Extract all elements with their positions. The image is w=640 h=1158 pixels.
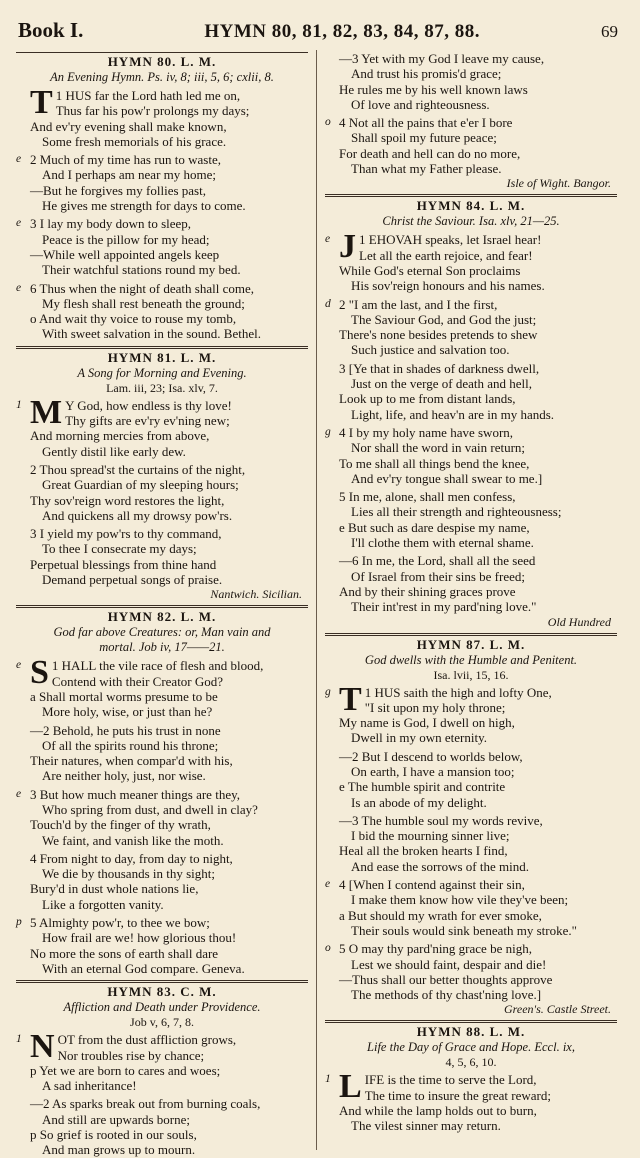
verse-line: Let all the earth rejoice, and fear! xyxy=(359,247,533,263)
verse xyxy=(325,297,617,358)
verse-body xyxy=(30,1096,308,1157)
verse-line: My flesh shall rest beneath the ground; xyxy=(42,295,245,311)
verse-line: And still are upwards borne; xyxy=(42,1111,191,1127)
verse-line: He gives me strength for days to come. xyxy=(42,198,246,214)
dynamic-mark xyxy=(16,851,30,912)
dynamic-mark: d xyxy=(325,297,331,310)
drop-cap: J xyxy=(339,228,356,266)
verse-body xyxy=(339,228,617,294)
verse-body xyxy=(30,1028,308,1094)
verse xyxy=(16,1096,308,1157)
verse-body xyxy=(30,723,308,784)
hymn-subtitle: mortal. Job iv, 17——21. xyxy=(99,640,225,655)
right-column xyxy=(325,48,617,1134)
drop-cap: S xyxy=(30,654,49,692)
verse-line: I'll clothe them with eternal shame. xyxy=(351,535,534,551)
verse-line: Of love and righteousness. xyxy=(351,96,490,112)
verse-line: a Shall mortal worms presume to be xyxy=(30,688,218,704)
dynamic-mark: e xyxy=(16,153,22,166)
verse-line: Who spring from dust, and dwell in clay? xyxy=(42,801,258,817)
scripture-reference: Lam. iii, 23; Isa. xlv, 7. xyxy=(106,380,218,395)
verse-line: Is an abode of my delight. xyxy=(351,794,487,810)
verse xyxy=(325,749,617,810)
verse-body xyxy=(30,787,308,848)
verse-line: Perpetual blessings from thine hand xyxy=(30,556,217,572)
dynamic-mark xyxy=(325,749,339,810)
dynamic-mark xyxy=(16,1096,30,1157)
verse-body xyxy=(339,813,617,874)
verse-line: My name is God, I dwell on high, xyxy=(339,715,515,731)
verse-line: And I perhaps am near my home; xyxy=(42,167,217,183)
verse-line: Such justice and salvation too. xyxy=(351,342,510,358)
verse-line: How frail are we! how glorious thou! xyxy=(42,930,237,946)
verse xyxy=(16,1028,308,1094)
verse xyxy=(325,51,617,112)
verse-body xyxy=(339,749,617,810)
verse-body xyxy=(339,361,617,422)
hymn-separator xyxy=(16,980,308,983)
verse-line: Like a forgotten vanity. xyxy=(42,896,164,912)
verse-line: Thus far his pow'r prolongs my days; xyxy=(55,103,250,119)
verse-line: Their natures, when compar'd with his, xyxy=(30,753,233,769)
verse-body xyxy=(339,425,617,486)
verse-line: I bid the mourning sinner live; xyxy=(351,828,510,844)
verse-line: And ev'ry evening shall make known, xyxy=(30,118,227,134)
verse-line: p Yet we are born to cares and woes; xyxy=(30,1062,221,1078)
drop-cap: T xyxy=(30,84,53,121)
hymn-subtitle: God dwells with the Humble and Penitent. xyxy=(364,652,578,667)
verse xyxy=(325,1068,617,1134)
verse xyxy=(325,941,617,1002)
hymn-title: HYMN 88. L. M. xyxy=(416,1024,526,1040)
verse-line: 3 I lay my body down to sleep, xyxy=(30,216,192,232)
verse-body xyxy=(339,680,617,746)
verse-line: Y God, how endless is thy love! xyxy=(65,397,232,413)
left-column xyxy=(16,48,308,1158)
hymn-separator xyxy=(16,52,308,53)
verse-line: OT from the dust affliction grows, xyxy=(57,1032,237,1048)
dynamic-mark xyxy=(325,489,339,550)
verse-line: 3 I yield my pow'rs to thy command, xyxy=(30,526,222,542)
book-label: Book I. xyxy=(18,18,84,42)
verse-line: 1 HUS saith the high and lofty One, xyxy=(364,684,552,700)
verse-line: Heal all the broken hearts I find, xyxy=(339,843,508,859)
verse-line: —2 But I descend to worlds below, xyxy=(339,748,523,764)
verse-body xyxy=(30,84,308,149)
hymn-title: HYMN 80. L. M. xyxy=(107,54,217,69)
hymn-subtitle: Christ the Saviour. Isa. xlv, 21—25. xyxy=(382,214,560,229)
verse-line: Look up to me from distant lands, xyxy=(339,391,516,407)
dynamic-mark: g xyxy=(325,685,331,698)
verse xyxy=(16,723,308,784)
verse xyxy=(16,216,308,277)
verse-line: He rules me by his well known laws xyxy=(339,81,528,97)
hymn-separator xyxy=(16,346,308,349)
dynamic-mark: o xyxy=(325,116,331,129)
scripture-reference: 4, 5, 6, 10. xyxy=(445,1055,497,1070)
verse-line: Their watchful stations round my bed. xyxy=(42,262,241,278)
verse xyxy=(16,915,308,976)
verse-line: 2 Thou spread'st the curtains of the night, xyxy=(30,461,246,477)
dynamic-mark: 1 xyxy=(16,1033,22,1046)
verse-line: 5 Almighty pow'r, to thee we bow; xyxy=(30,915,210,931)
verse-line: Shall spoil my future peace; xyxy=(351,130,497,146)
hymn-title: HYMN 87. L. M. xyxy=(416,636,526,652)
running-header xyxy=(18,18,618,46)
verse-line: We die by thousands in thy sight; xyxy=(42,866,215,882)
verse xyxy=(325,813,617,874)
verse-line: 4 Not all the pains that e'er I bore xyxy=(339,115,513,131)
verse xyxy=(325,553,617,614)
verse-line: We faint, and vanish like the moth. xyxy=(42,832,224,848)
verse-body xyxy=(339,297,617,358)
verse-line: The methods of thy chast'ning love.] xyxy=(351,987,542,1003)
verse xyxy=(16,462,308,523)
verse-line: His sov'reign honours and his names. xyxy=(351,278,545,294)
verse-line: —3 Yet with my God I leave my cause, xyxy=(339,51,545,66)
dynamic-mark xyxy=(16,88,30,149)
verse-line: The vilest sinner may return. xyxy=(351,1118,501,1134)
verse-line: And quickens all my drowsy pow'rs. xyxy=(42,507,233,523)
verse-line: —6 In me, the Lord, shall all the seed xyxy=(339,553,536,569)
verse xyxy=(16,787,308,848)
verse-line: a But should my wrath for ever smoke, xyxy=(339,907,542,923)
dynamic-mark: e xyxy=(325,233,331,246)
verse-line: Their int'rest in my pard'ning love." xyxy=(351,599,537,615)
verse-line: And ease the sorrows of the mind. xyxy=(351,858,529,874)
hymn-separator xyxy=(16,605,308,608)
verse-line: —Thus shall our better thoughts approve xyxy=(339,971,553,987)
verse-body xyxy=(30,152,308,213)
hymn-subtitle: Affliction and Death under Providence. xyxy=(63,1000,261,1015)
dynamic-mark: o xyxy=(325,942,331,955)
verse-line: Some fresh memorials of his grace. xyxy=(42,133,227,149)
verse-line: —But he forgives my follies past, xyxy=(30,182,206,198)
verse-line: Lies all their strength and righteousness; xyxy=(351,504,562,520)
verse-line: o And wait thy voice to rouse my tomb, xyxy=(30,311,237,327)
verse xyxy=(325,228,617,294)
verse-line: 4 From night to day, from day to night, xyxy=(30,850,233,866)
verse-body xyxy=(30,281,308,342)
verse-body xyxy=(339,941,617,1002)
verse-line: IFE is the time to serve the Lord, xyxy=(364,1072,537,1088)
dynamic-mark xyxy=(16,526,30,587)
dynamic-mark: g xyxy=(325,425,331,438)
hymn-separator xyxy=(325,633,617,636)
drop-cap: L xyxy=(339,1068,362,1106)
dynamic-mark xyxy=(325,813,339,874)
verse-line: Their souls would sink beneath my stroke." xyxy=(351,922,577,938)
verse-line: 6 Thus when the night of death shall come, xyxy=(30,280,254,296)
verse-line: Gently distil like early dew. xyxy=(42,443,186,459)
verse-body xyxy=(30,526,308,587)
verse-line: 5 In me, alone, shall men confess, xyxy=(339,489,516,505)
verse-line: Are neither holy, just, nor wise. xyxy=(42,768,206,784)
verse xyxy=(16,393,308,459)
verse-line: Nor troubles rise by chance; xyxy=(57,1047,205,1063)
verse xyxy=(325,877,617,938)
scripture-reference: Job v, 6, 7, 8. xyxy=(130,1015,194,1030)
dynamic-mark xyxy=(325,361,339,422)
tune-name: Old Hundred xyxy=(547,614,611,629)
verse-line: To thee I consecrate my days; xyxy=(42,541,197,557)
verse-body xyxy=(339,877,617,938)
verse-line: And trust his promis'd grace; xyxy=(351,66,502,82)
verse-line: Than what my Father please. xyxy=(351,161,502,177)
page-number: 69 xyxy=(600,22,618,41)
verse-line: And man grows up to mourn. xyxy=(42,1142,196,1158)
hymn-subtitle: God far above Creatures: or, Man vain and xyxy=(53,625,271,640)
verse-line: —2 Behold, he puts his trust in none xyxy=(30,722,221,738)
dynamic-mark: e xyxy=(16,217,22,230)
verse-line: 3 [Ye that in shades of darkness dwell, xyxy=(339,360,540,376)
verse xyxy=(16,152,308,213)
verse-body xyxy=(30,915,308,976)
verse-body xyxy=(30,216,308,277)
tune-name: Isle of Wight. Bangor. xyxy=(506,176,611,191)
verse-line: —While well appointed angels keep xyxy=(30,246,220,262)
verse-line: Just on the verge of death and hell, xyxy=(351,376,532,392)
verse-body xyxy=(339,1068,617,1134)
verse-line: Demand perpetual songs of praise. xyxy=(42,572,223,588)
drop-cap: N xyxy=(30,1028,55,1066)
tune-name: Nantwich. Sicilian. xyxy=(210,587,302,602)
verse-line: On earth, I have a mansion too; xyxy=(351,763,515,779)
dynamic-mark xyxy=(16,723,30,784)
dynamic-mark: e xyxy=(16,659,22,672)
hymn-subtitle: An Evening Hymn. Ps. iv, 8; iii, 5, 6; cxlii, 8. xyxy=(50,70,274,84)
verse-line: And morning mercies from above, xyxy=(30,428,210,444)
verse xyxy=(325,361,617,422)
verse-body xyxy=(30,393,308,459)
verse-line: 5 O may thy pard'ning grace be nigh, xyxy=(339,941,532,957)
verse xyxy=(325,680,617,746)
verse-line: Of Israel from their sins be freed; xyxy=(351,568,525,584)
verse-body xyxy=(339,489,617,550)
verse-line: More holy, wise, or just than he? xyxy=(42,704,213,720)
verse-line: There's none besides pretends to shew xyxy=(339,327,538,343)
verse-line: Great Guardian of my sleeping hours; xyxy=(42,477,239,493)
verse-line: No more the sons of earth shall dare xyxy=(30,945,219,961)
verse-line: And while the lamp holds out to burn, xyxy=(339,1103,537,1119)
verse-line: Bury'd in dust whole nations lie, xyxy=(30,881,199,897)
verse-body xyxy=(30,851,308,912)
verse-line: The Saviour God, and God the just; xyxy=(351,311,537,327)
verse-line: 2 "I am the last, and I the first, xyxy=(339,296,498,312)
verse-line: e But such as dare despise my name, xyxy=(339,519,530,535)
verse-line: Nor shall the word in vain return; xyxy=(351,440,526,456)
verse-body xyxy=(339,115,617,176)
verse-line: 4 I by my holy name have sworn, xyxy=(339,424,514,440)
hymn-title: HYMN 82. L. M. xyxy=(107,609,217,625)
verse-line: Thy sov'reign word restores the light, xyxy=(30,492,225,508)
verse-line: —3 The humble soul my words revive, xyxy=(339,812,543,828)
verse-line: Contend with their Creator God? xyxy=(51,673,224,689)
verse-line: To me shall all things bend the knee, xyxy=(339,455,530,471)
verse-line: For death and hell can do no more, xyxy=(339,145,521,161)
hymn-range: HYMN 80, 81, 82, 83, 84, 87, 88. xyxy=(204,21,480,42)
hymn-separator xyxy=(325,194,617,197)
dynamic-mark: e xyxy=(16,281,22,294)
verse-line: —2 As sparks break out from burning coals, xyxy=(30,1096,261,1112)
verse-line: A sad inheritance! xyxy=(42,1078,137,1094)
drop-cap: M xyxy=(30,393,63,431)
verse-line: And by their shining graces prove xyxy=(339,583,516,599)
scripture-reference: Isa. lvii, 15, 16. xyxy=(433,667,509,682)
verse xyxy=(325,489,617,550)
hymn-title: HYMN 81. L. M. xyxy=(107,349,217,365)
verse-line: And ev'ry tongue shall swear to me.] xyxy=(351,470,543,486)
verse-line: "I sit upon my holy throne; xyxy=(364,699,506,715)
verse-line: Light, life, and heav'n are in my hands. xyxy=(351,406,555,422)
hymn-title: HYMN 84. L. M. xyxy=(416,198,526,214)
verse xyxy=(325,425,617,486)
verse xyxy=(16,281,308,342)
dynamic-mark: 1 xyxy=(325,1073,331,1086)
verse-line: Of all the spirits round his throne; xyxy=(42,737,219,753)
verse-line: Peace is the pillow for my head; xyxy=(42,231,210,247)
verse-body xyxy=(339,51,617,112)
dynamic-mark xyxy=(325,51,339,112)
dynamic-mark: e xyxy=(16,787,22,800)
verse-body xyxy=(30,462,308,523)
verse-line: p So grief is rooted in our souls, xyxy=(30,1127,197,1143)
dynamic-mark: 1 xyxy=(16,398,22,411)
hymn-title: HYMN 83. C. M. xyxy=(107,984,217,1000)
verse-line: 1 EHOVAH speaks, let Israel hear! xyxy=(359,232,542,248)
verse-body xyxy=(339,553,617,614)
verse-line: 3 But how much meaner things are they, xyxy=(30,786,240,802)
column-divider xyxy=(316,50,317,1150)
verse-line: Thy gifts are ev'ry ev'ning new; xyxy=(65,413,230,429)
verse-line: While God's eternal Son proclaims xyxy=(339,262,521,278)
hymn-subtitle: A Song for Morning and Evening. xyxy=(77,365,247,380)
dynamic-mark: e xyxy=(325,878,331,891)
verse-line: 2 Much of my time has run to waste, xyxy=(30,152,221,168)
verse-line: Dwell in my own eternity. xyxy=(351,730,487,746)
verse-body xyxy=(30,654,308,720)
verse xyxy=(16,526,308,587)
verse-line: I make them know how vile they've been; xyxy=(351,892,569,908)
verse-line: With an eternal God compare. Geneva. xyxy=(42,960,245,976)
verse-line: The time to insure the great reward; xyxy=(364,1087,551,1103)
verse-line: 4 [When I contend against their sin, xyxy=(339,877,525,893)
verse-line: 1 HUS far the Lord hath led me on, xyxy=(55,88,241,103)
verse-line: With sweet salvation in the sound. Bethel. xyxy=(42,326,261,342)
verse xyxy=(16,851,308,912)
verse-line: e The humble spirit and contrite xyxy=(339,779,506,795)
verse xyxy=(325,115,617,176)
drop-cap: T xyxy=(339,680,362,718)
verse-line: 1 HALL the vile race of flesh and blood, xyxy=(51,658,264,674)
dynamic-mark xyxy=(325,553,339,614)
verse-line: Lest we should faint, despair and die! xyxy=(351,956,547,972)
hymn-subtitle: Life the Day of Grace and Hope. Eccl. ix, xyxy=(367,1040,575,1055)
hymn-separator xyxy=(325,1020,617,1023)
verse xyxy=(16,654,308,720)
verse-line: Touch'd by the finger of thy wrath, xyxy=(30,817,211,833)
tune-name: Green's. Castle Street. xyxy=(504,1002,611,1017)
verse xyxy=(16,84,308,149)
dynamic-mark xyxy=(16,462,30,523)
dynamic-mark: p xyxy=(16,916,22,929)
